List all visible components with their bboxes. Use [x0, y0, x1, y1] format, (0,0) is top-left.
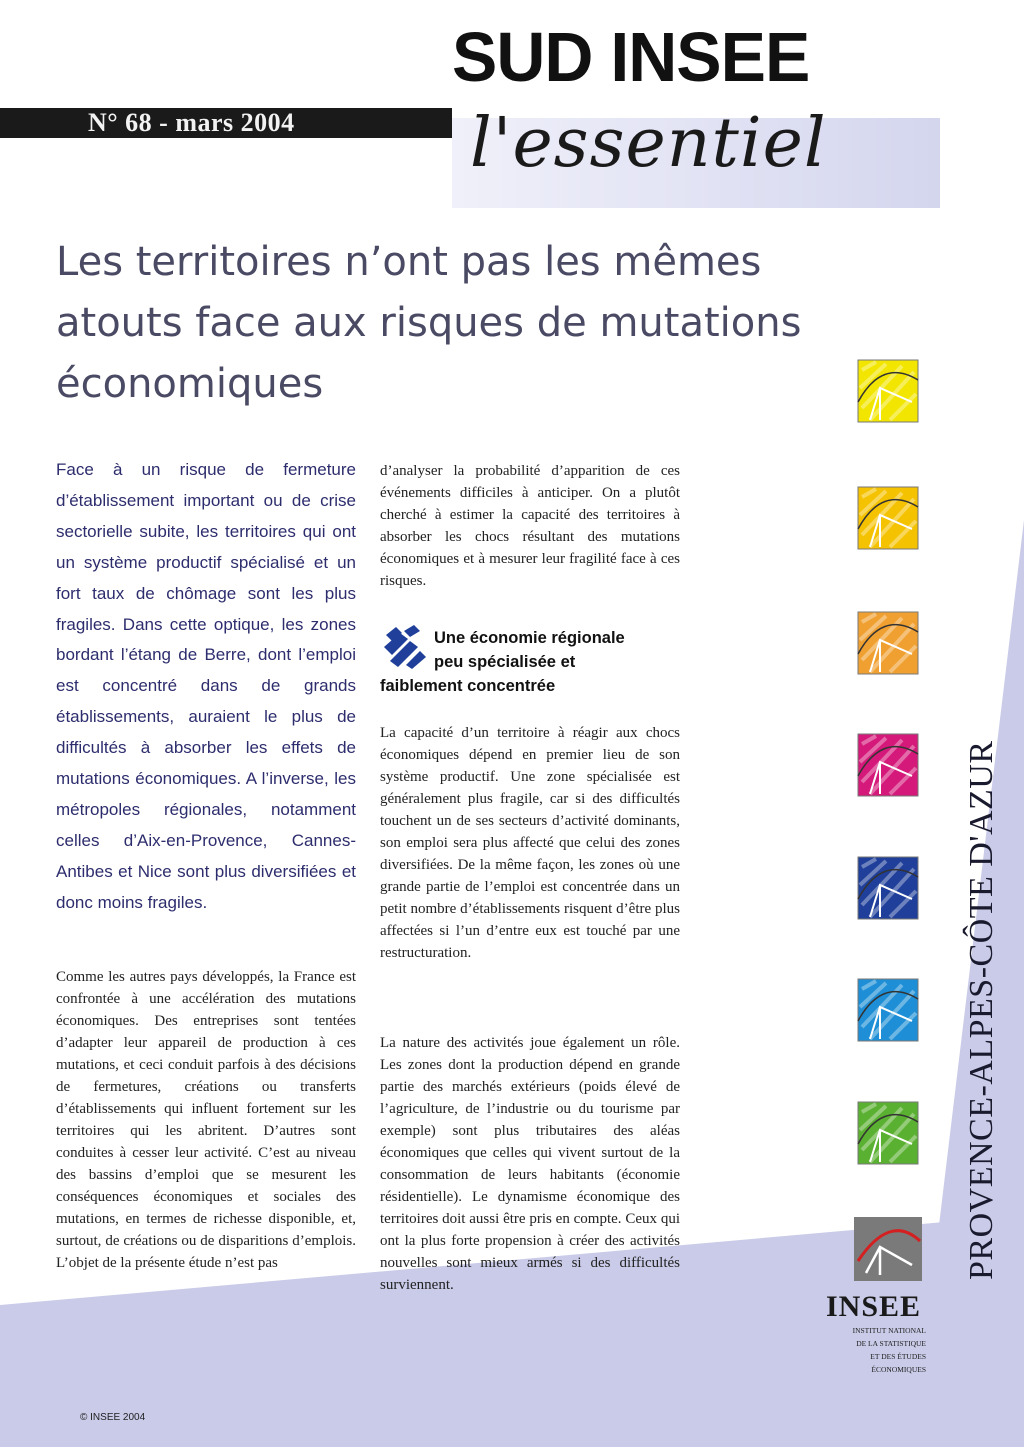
section-heading	[380, 626, 680, 698]
section-heading-line-1: Une économie régionale	[434, 629, 625, 647]
article-intro: Face à un risque de fermeture d’établissement important ou de crise sectorielle subite, les territoires qui ont un système productif spécialisé et un fort taux de chômage sont les plus fragiles. Dans cette optique, les zones bordant l’étang de Berre, dont l’emploi est concentré dans de grands établissements, auraient le plus de difficultés à absorber les effets de mutations économiques. A l’inverse, les métropoles régionales, notamment celles d’Aix-en-Provence, Cannes-Antibes et Nice sont plus diversifiées et donc moins fragiles.	[56, 460, 356, 912]
magenta-square-icon	[856, 732, 920, 798]
gold-square-icon	[856, 485, 920, 551]
green-square-icon	[856, 1100, 920, 1166]
insee-subtitle-line-1: INSTITUT NATIONAL	[852, 1326, 926, 1335]
article-title: Les territoires n’ont pas les mêmes atouts face aux risques de mutations économiques	[56, 239, 802, 407]
insee-subtitle-line-2: DE LA STATISTIQUE	[856, 1339, 926, 1348]
blue-square-icon	[856, 977, 920, 1043]
yellow-square-icon	[856, 358, 920, 424]
section-heading-line-2: peu spécialisée et	[434, 653, 576, 671]
orange-square-icon	[856, 610, 920, 676]
article-body-right-middle: La capacité d’un territoire à réagir aux chocs économiques dépend en premier lieu de son système productif. Une zone spécialisée est généralement plus fragile, car si des difficultés touchent un de ses secteurs d’activité dominants, son emploi sera plus affecté que celui des zones diversifiées. De la même façon, les zones où une grande partie de l’emploi est concentrée dans un petit nombre d’établissements risquent d’être plus affectées si l’un d’entre eux est touché par une restructuration.	[380, 725, 680, 961]
issue-number: N° 68 - mars 2004	[88, 108, 295, 137]
copyright: © INSEE 2004	[80, 1412, 146, 1423]
article-body-left: Comme les autres pays développés, la France est confrontée à une accélération des mutations économiques. Des entreprises sont tentées d’adapter leur appareil de production à ces mutations, et ceci conduit parfois à des décisions de fermetures, créations ou transferts d’établissements qui influent fortement sur les territoires qui les abritent. D’autres sont conduites à cesser leur activité. C’est au niveau des bassins d’emploi que se mesurent les conséquences économiques et sociales des mutations, en termes de richesse disponible, et, surtout, de créations ou de disparitions d’emplois. L’objet de la présente étude n’est pas	[56, 969, 356, 1271]
navy-square-icon	[856, 855, 920, 921]
article-body-right-top: d’analyser la probabilité d’apparition de ces événements difficiles à anticiper. On a plutôt cherché à estimer la capacité des territoires à absorber les chocs résultant des mutations économiques et à mesurer leur fragilité face à ces risques.	[380, 463, 680, 589]
section-heading-line-3: faiblement concentrée	[380, 677, 556, 695]
insee-logo-icon	[850, 1213, 926, 1283]
publication-subtitle: l'essentiel	[470, 104, 827, 183]
insee-subtitle-line-3: ET DES ÉTUDES	[870, 1352, 926, 1361]
publication-title: SUD INSEE	[452, 18, 810, 96]
region-label: PROVENCE-ALPES-CÔTE D'AZUR	[963, 740, 1000, 1280]
insee-logo-subtitle	[826, 1324, 926, 1376]
insee-subtitle-line-4: ÉCONOMIQUES	[871, 1365, 926, 1374]
article-body-right-bottom: La nature des activités joue également un rôle. Les zones dont la production dépend en grande partie des marchés extérieurs (poids élevé de l’agriculture, de l’industrie ou du tourisme par exemple) sont plus tributaires des aléas économiques que celles qui vivent surtout de la consommation de leurs habitants (économie résidentielle). Le dynamisme économique des territoires doit aussi être pris en compte. Ceux qui ont la plus forte propension à créer des activités nouvelles sont mieux armés si des difficultés surviennent.	[380, 1035, 680, 1293]
insee-logo-text: INSEE	[826, 1290, 922, 1323]
